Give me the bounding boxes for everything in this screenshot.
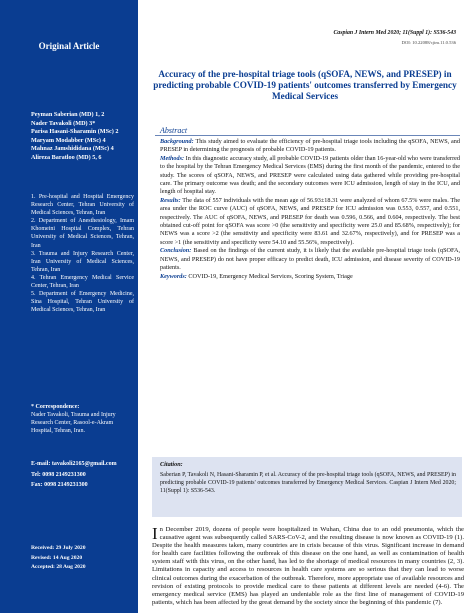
correspondence-label: * Correspondence: <box>31 404 80 410</box>
abstract-methods <box>160 155 460 197</box>
affiliation-item: 2. Department of Anesthesiology, Imam Khomeini Hospital Complex, Tehran University of Medical Sciences, Tehran, Iran <box>31 218 134 249</box>
telephone: Tel: 0098 2149231300 <box>31 471 86 478</box>
journal-citation: Caspian J Intern Med 2020; 11(Suppl 1): S536-543 <box>333 30 456 36</box>
section-label: Original Article <box>38 41 100 51</box>
author-item: Nader Tavakoli (MD) 3* <box>31 119 96 127</box>
author-item: Parisa Hasani-Sharamin (MSc) 2 <box>31 128 119 136</box>
affiliation-item: 4. Tehran Emergency Medical Service Center, Tehran, Iran <box>31 274 134 290</box>
citation-text: Saberian P, Tavakoli N, Hasani-Sharamin P, et al. Accuracy of the pre-hospital triage tools (qSOFA, NEWS, and PRESEP) in predicting probable COVID-19 patients' outcomes transferred by Emergency Medical Services. Caspian J Intern Med 2020; 11(Suppl 1): S536-543. <box>160 472 456 495</box>
body-text: n December 2019, dozens of people were hospitalized in Wuhan, China due to an odd pneumonia, which the causative agent was subsequently called SARS-CoV-2, and the resulting disease is now known as COVID-19 (1). Despite the health measures taken, many countries are in crisis because of this virus. Significant increase in demand for health care facilities following the outbreak of this disease on the one hand, as well as contamination of health system staff with this virus, on the other hand, has led to the shortage of medical resources in many countries (2, 3). Limitations in capacity and access to resources in health care systems are so serious that they can lead to worse clinical outcomes during the exacerbation of the outbreak. Therefore, more appropriate use of available resources and revision of existing protocols to provide medical care to these patients at different levels are needed (4-6). The emergency medical service (EMS) has played an undeniable role as the first line of management of COVID-19 patients, which has been affected by the great demand by the society since the beginning of this pandemic (7). <box>152 526 464 606</box>
article-dates <box>31 544 134 573</box>
correspondence <box>31 403 134 435</box>
author-item: Alireza Baratloo (MD) 5, 6 <box>31 153 102 161</box>
affiliation-list <box>31 193 134 314</box>
conclusion-label: Conclusion: <box>160 247 192 255</box>
methods-text: In this diagnostic accuracy study, all probable COVID-19 patients older than 16-year-old who were transferred to the hospital by the Tehran Emergency Medical Services (EMS) during the first month of the pandemic, entered to the study. The scores of qSOFA, NEWS, and PRESEP were calculated using data gathered while providing pre-hospital care. The primary outcome was death; and the secondary outcomes were ICU admission, length of stay in the ICU, and length of hospital stay. <box>160 154 460 196</box>
methods-label: Methods: <box>160 154 185 162</box>
keywords-text: COVID-19, Emergency Medical Services, Scoring System, Triage <box>188 272 353 280</box>
email-address[interactable]: E-mail: tavakoli2165@gmail.com <box>31 461 117 467</box>
background-text: This study aimed to evaluate the efficiency of pre-hospital triage tools including the qSOFA, NEWS, and PRESEP in determining the prognosis of probable COVID-19 patients. <box>160 138 460 154</box>
citation-box <box>152 457 462 517</box>
article-title: Accuracy of the pre-hospital triage tools (qSOFA, NEWS, and PRESEP) in predicting probable COVID-19 patients' outcomes transferred by Emergency Medical Services <box>153 69 457 102</box>
abstract-keywords <box>160 273 460 281</box>
background-label: Background: <box>160 138 194 145</box>
abstract-background <box>160 138 460 155</box>
fax: Fax: 0098 2149231300 <box>31 482 88 488</box>
affiliation-item: 1. Pre-hospital and Hospital Emergency Research Center, Tehran University of Medical Sciences, Tehran, Iran <box>31 194 134 217</box>
author-item: Mahnaz Jamshididana (MSc) 4 <box>31 145 114 153</box>
doi-link[interactable]: DOI: 10.22088/cjim.11.0.536 <box>401 40 456 45</box>
contact-info <box>31 459 134 491</box>
conclusion-text: Based on the findings of the current study, it is likely that the available pre-hospital triage tools (qSOFA, NEWS, and PRESEP) do not have proper efficacy to predict death, ICU admission, and disease severity of COVID-19 patients. <box>160 247 460 272</box>
abstract-divider <box>155 135 460 136</box>
author-list <box>31 111 136 163</box>
author-item: Peyman Saberian (MD) 1, 2 <box>31 111 105 118</box>
revised-date: Revised: 14 Aug 2020 <box>31 554 83 561</box>
correspondence-text: Nader Tavakoli, Trauma and Injury Research Center, Rasool-e-Akram Hospital, Tehran, Iran. <box>31 412 116 435</box>
results-text: The data of 557 individuals with the mean age of 56.93±18.31 were analyzed of whom 67.5% were males. The area under the ROC curve (AUC) of qSOFA, NEWS, and PRESEP for ICU admission was 0.553, 0.557, and 0.551, respectively. The AUC of qSOFA, NEWS, and PRESEP for death was 0.596, 0.566, and 0.604, respectively. The best obtained cut-off point for qSOFA was score >0 (the sensitivity and specificity were 25.0 and 85.68%, respectively); for NEWS was a score >2 (the sensitivity and specificity were 83.61 and 32.67%, respectively), and for PRESEP was a score >1 (the sensitivity and specificity were 54.10 and 55.56%, respectively). <box>160 196 461 246</box>
keywords-label: Keywords: <box>160 272 187 280</box>
received-date: Received: 29 July 2020 <box>31 545 86 551</box>
citation-heading: Citation: <box>160 461 183 468</box>
abstract <box>160 138 460 281</box>
results-label: Results: <box>160 196 181 204</box>
body-paragraph <box>152 526 464 607</box>
author-item: Maryam Modabber (MSc) 4 <box>31 136 106 144</box>
affiliation-item: 5. Department of Emergency Medicine, Sina Hospital, Tehran University of Medical Sciences, Tehran, Iran <box>31 291 134 314</box>
sidebar <box>0 0 138 613</box>
abstract-conclusion <box>160 247 460 272</box>
affiliation-item: 3. Trauma and Injury Research Center, Iran University of Medical Sciences, Tehran, Iran <box>31 250 134 273</box>
abstract-heading: Abstract <box>160 126 188 135</box>
abstract-results <box>160 197 460 247</box>
accepted-date: Accepted: 28 Aug 2020 <box>31 564 86 571</box>
drop-cap: I <box>152 524 158 543</box>
